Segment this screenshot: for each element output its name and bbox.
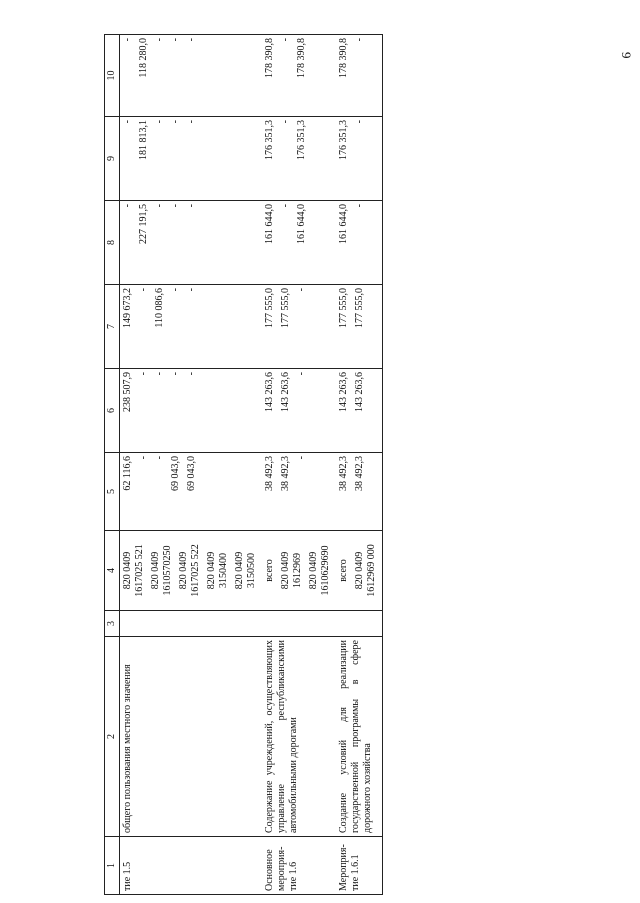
amount-value: 69 043,0 — [186, 456, 197, 491]
amount-value: - — [296, 456, 307, 460]
amount-value: 178 390,8 — [338, 38, 349, 78]
amount-value: - — [138, 456, 149, 460]
amount-value: - — [154, 38, 165, 42]
amount-value: 143 263,6 — [264, 372, 275, 412]
amount-value: - — [186, 204, 197, 208]
amount-cell — [336, 35, 383, 117]
amount-value: - — [138, 288, 149, 292]
header-cell: 10 — [105, 35, 120, 117]
amount-value: 227 191,5 — [138, 204, 149, 244]
amount-cell — [120, 201, 263, 285]
header-row — [105, 35, 120, 895]
amount-value: 62 116,6 — [122, 456, 133, 491]
budget-code: 820 0409 1612969 000 — [354, 544, 377, 597]
header-cell: 7 — [105, 285, 120, 369]
table-row — [336, 35, 383, 895]
amount-value: 238 507,9 — [122, 372, 133, 412]
amount-value: 178 390,8 — [264, 38, 275, 78]
amount-cell — [262, 35, 336, 117]
amount-cell — [336, 201, 383, 285]
amount-value: 110 086,6 — [154, 288, 165, 328]
row-label-cell: Основное мероприя-тие 1.6 — [262, 837, 336, 895]
amount-value: - — [170, 38, 181, 42]
amount-cell — [336, 369, 383, 453]
amount-cell — [262, 285, 336, 369]
amount-cell — [120, 35, 263, 117]
amount-value: 143 263,6 — [338, 372, 349, 412]
budget-code: 820 0409 1617025 521 — [122, 544, 145, 597]
amount-value: 143 263,6 — [280, 372, 291, 412]
table-row — [262, 35, 336, 895]
budget-code: 820 0409 1612969 — [280, 551, 303, 590]
amount-value: - — [354, 38, 365, 42]
amount-value: 38 492,3 — [264, 456, 275, 491]
amount-value: 69 043,0 — [170, 456, 181, 491]
amount-value: 176 351,3 — [338, 120, 349, 160]
empty-cell — [262, 611, 336, 637]
amount-value: - — [138, 372, 149, 376]
amount-cell — [336, 453, 383, 531]
header-cell: 3 — [105, 611, 120, 637]
amount-value: - — [280, 38, 291, 42]
page-number: 9 — [619, 52, 634, 59]
amount-value: 177 555,0 — [280, 288, 291, 328]
empty-cell — [336, 611, 383, 637]
budget-code: 820 0409 3150400 — [206, 551, 229, 590]
budget-code: всего — [338, 559, 349, 582]
amount-value: - — [154, 120, 165, 124]
budget-table — [104, 34, 383, 895]
amount-value: - — [170, 288, 181, 292]
amount-value: - — [296, 288, 307, 292]
amount-cell — [262, 201, 336, 285]
amount-cell — [262, 117, 336, 201]
amount-cell — [120, 369, 263, 453]
amount-value: 181 813,1 — [138, 120, 149, 160]
amount-value: 38 492,3 — [338, 456, 349, 491]
table-row — [120, 35, 263, 895]
code-cell — [262, 531, 336, 611]
rotated-table-page — [104, 35, 624, 895]
row-label-cell: тие 1.5 — [120, 837, 263, 895]
amount-value: 149 673,2 — [122, 288, 133, 328]
amount-value: 176 351,3 — [264, 120, 275, 160]
empty-cell — [120, 611, 263, 637]
amount-value: - — [154, 372, 165, 376]
row-label-cell: Мероприя-тие 1.6.1 — [336, 837, 383, 895]
amount-value: 177 555,0 — [338, 288, 349, 328]
amount-value: 118 280,0 — [138, 38, 149, 78]
amount-value: 161 644,0 — [338, 204, 349, 244]
amount-cell — [262, 369, 336, 453]
amount-value: - — [296, 372, 307, 376]
amount-value: - — [280, 120, 291, 124]
amount-value: - — [154, 456, 165, 460]
header-cell: 9 — [105, 117, 120, 201]
description-cell: общего пользования местного значения — [120, 637, 263, 837]
amount-value: 38 492,3 — [280, 456, 291, 491]
description-cell: Создание условий для реализации государственной программы в сфере дорожного хозяйства — [336, 637, 383, 837]
amount-value: 38 492,3 — [354, 456, 365, 491]
budget-code: 820 0409 3150500 — [234, 551, 257, 590]
header-cell: 4 — [105, 531, 120, 611]
amount-value: 143 263,6 — [354, 372, 365, 412]
budget-code: 820 0409 1610629690 — [308, 545, 331, 596]
amount-cell — [120, 117, 263, 201]
amount-value: 161 644,0 — [264, 204, 275, 244]
budget-code: 820 0409 1617025 522 — [178, 544, 201, 597]
header-cell: 5 — [105, 453, 120, 531]
amount-cell — [336, 285, 383, 369]
amount-value: - — [122, 204, 133, 208]
amount-value: 178 390,8 — [296, 38, 307, 78]
header-cell: 6 — [105, 369, 120, 453]
amount-value: - — [170, 120, 181, 124]
amount-value: 176 351,3 — [296, 120, 307, 160]
amount-value: - — [122, 120, 133, 124]
code-cell — [120, 531, 263, 611]
amount-value: - — [186, 38, 197, 42]
header-cell: 1 — [105, 837, 120, 895]
budget-code: 820 0409 1610570250 — [150, 545, 173, 596]
header-cell: 2 — [105, 637, 120, 837]
amount-value: - — [154, 204, 165, 208]
header-cell: 8 — [105, 201, 120, 285]
amount-value: - — [170, 204, 181, 208]
code-cell — [336, 531, 383, 611]
amount-value: - — [186, 288, 197, 292]
amount-cell — [120, 285, 263, 369]
amount-value: 177 555,0 — [264, 288, 275, 328]
budget-code: всего — [264, 559, 275, 582]
amount-value: - — [122, 38, 133, 42]
amount-cell — [336, 117, 383, 201]
amount-cell — [262, 453, 336, 531]
amount-value: 161 644,0 — [296, 204, 307, 244]
amount-value: - — [186, 372, 197, 376]
amount-value: - — [186, 120, 197, 124]
amount-value: 177 555,0 — [354, 288, 365, 328]
amount-value: - — [354, 204, 365, 208]
amount-value: - — [280, 204, 291, 208]
amount-cell — [120, 453, 263, 531]
amount-value: - — [170, 372, 181, 376]
amount-value: - — [354, 120, 365, 124]
description-cell: Содержание учреждений, осуществляющих управление республиканскими автомобильными дорогами — [262, 637, 336, 837]
